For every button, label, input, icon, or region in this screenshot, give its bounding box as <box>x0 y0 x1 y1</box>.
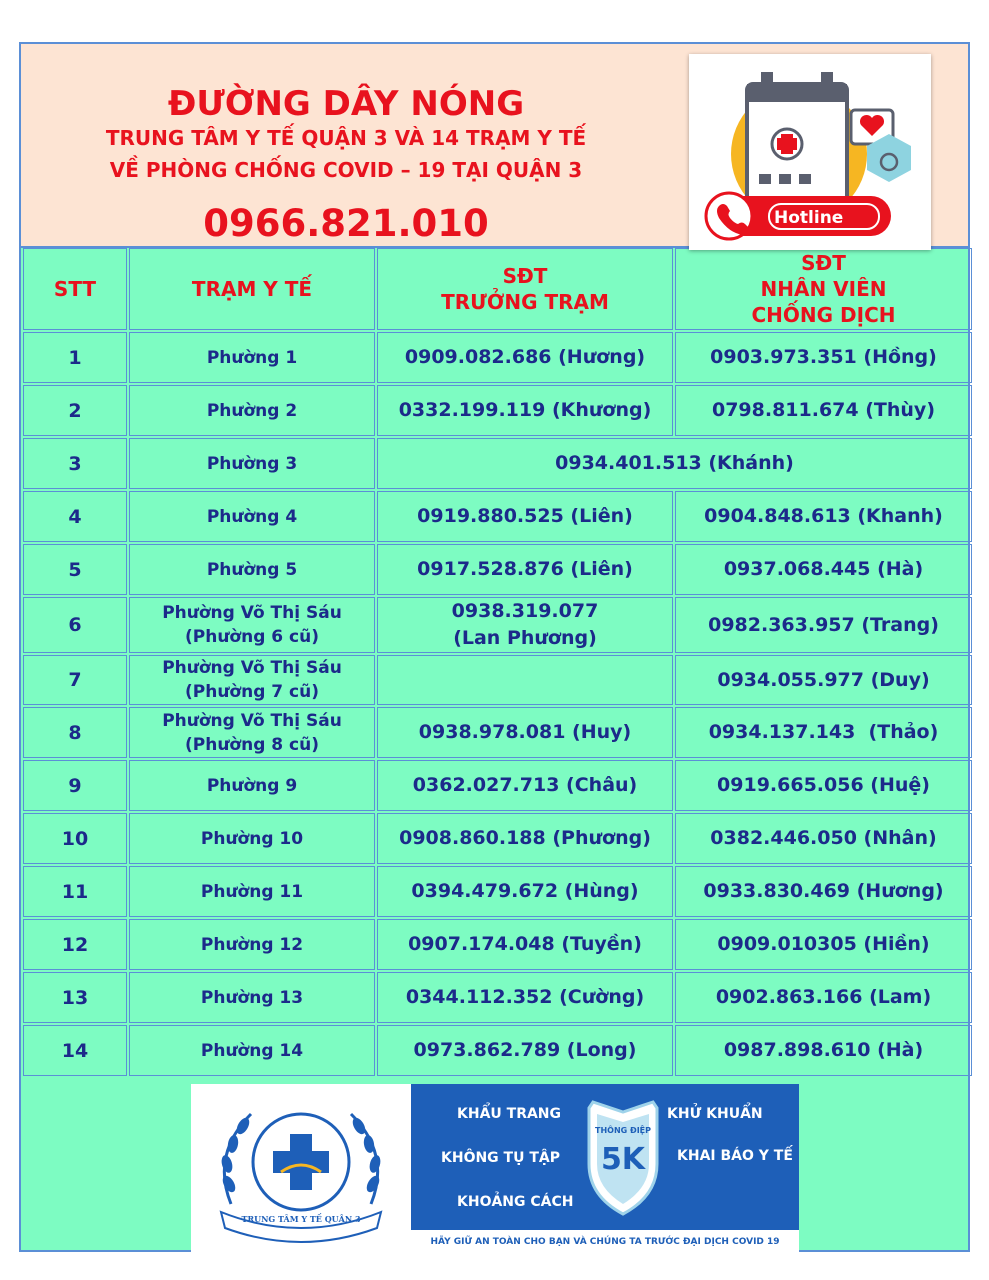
row-nhanvien-phone: 0903.973.351 (Hồng) <box>675 332 972 383</box>
row-stt: 7 <box>23 655 127 705</box>
col-header-stt: STT <box>23 248 127 330</box>
row-stt: 13 <box>23 972 127 1023</box>
logo-caption: TRUNG TÂM Y TẾ QUẬN 3 <box>241 1214 361 1224</box>
hotline-number: 0966.821.010 <box>203 202 489 245</box>
subtitle-line-1: TRUNG TÂM Y TẾ QUẬN 3 VÀ 14 TRẠM Y TẾ <box>105 126 587 150</box>
row-truong-phone: 0917.528.876 (Liên) <box>377 544 673 595</box>
row-truong-phone: 0908.860.188 (Phương) <box>377 813 673 864</box>
table-row <box>23 491 972 542</box>
row-truong-phone: 0362.027.713 (Châu) <box>377 760 673 811</box>
p5k-item-khau-trang: KHẨU TRANG <box>457 1106 562 1122</box>
row-stt: 8 <box>23 707 127 758</box>
row-truong-phone: 0919.880.525 (Liên) <box>377 491 673 542</box>
row-tram: Phường 11 <box>129 866 375 917</box>
row-truong-phone: 0907.174.048 (Tuyền) <box>377 919 673 970</box>
row-truong-phone-line2: (Lan Phương) <box>453 627 597 649</box>
hotline-sheet <box>19 42 970 1252</box>
hotline-table <box>21 246 974 1078</box>
row-tram: Phường 5 <box>129 544 375 595</box>
p5k-badge-main: 5K <box>600 1142 646 1177</box>
row-stt: 3 <box>23 438 127 489</box>
row-stt: 11 <box>23 866 127 917</box>
table-row <box>23 707 972 758</box>
row-truong-phone-line1: 0938.319.077 <box>451 600 599 622</box>
row-tram: Phường 10 <box>129 813 375 864</box>
col-header-truong-tram-line2: TRƯỞNG TRẠM <box>441 290 609 314</box>
row-nhanvien-phone: 0382.446.050 (Nhân) <box>675 813 972 864</box>
p5k-item-khai-bao: KHAI BÁO Y TẾ <box>677 1148 793 1164</box>
row-stt: 1 <box>23 332 127 383</box>
medical-cross-logo-icon <box>191 1084 411 1254</box>
table-row <box>23 597 972 653</box>
row-truong-phone: 0938.978.081 (Huy) <box>377 707 673 758</box>
row-tram: Phường 9 <box>129 760 375 811</box>
table-row <box>23 544 972 595</box>
row-tram <box>129 597 375 653</box>
row-tram: Phường 4 <box>129 491 375 542</box>
table-header-row <box>23 248 972 330</box>
row-nhanvien-phone: 0937.068.445 (Hà) <box>675 544 972 595</box>
row-truong-phone <box>377 597 673 653</box>
health-center-logo <box>191 1084 411 1254</box>
row-nhanvien-phone: 0982.363.957 (Trang) <box>675 597 972 653</box>
table-row <box>23 813 972 864</box>
row-truong-phone: 0973.862.789 (Long) <box>377 1025 673 1076</box>
p5k-item-khoang-cach: KHOẢNG CÁCH <box>457 1194 574 1210</box>
col-header-tram: TRẠM Y TẾ <box>129 248 375 330</box>
page-title: ĐƯỜNG DÂY NÓNG <box>167 84 525 124</box>
row-tram-line1: Phường Võ Thị Sáu <box>162 603 342 623</box>
row-stt: 4 <box>23 491 127 542</box>
row-tram <box>129 655 375 705</box>
row-tram-line2: (Phường 7 cũ) <box>185 682 319 702</box>
row-stt: 5 <box>23 544 127 595</box>
table-row <box>23 332 972 383</box>
row-stt: 10 <box>23 813 127 864</box>
p5k-item-khong-tu-tap: KHÔNG TỤ TẬP <box>441 1150 560 1166</box>
row-merged-phone: 0934.401.513 (Khánh) <box>377 438 972 489</box>
row-stt: 14 <box>23 1025 127 1076</box>
col-header-nhan-vien-line3: CHỐNG DỊCH <box>751 303 896 327</box>
row-tram: Phường 1 <box>129 332 375 383</box>
row-stt: 6 <box>23 597 127 653</box>
row-tram: Phường 2 <box>129 385 375 436</box>
row-tram: Phường 13 <box>129 972 375 1023</box>
row-nhanvien-phone: 0904.848.613 (Khanh) <box>675 491 972 542</box>
table-row <box>23 1025 972 1076</box>
table-row <box>23 385 972 436</box>
row-truong-phone: 0332.199.119 (Khương) <box>377 385 673 436</box>
row-truong-phone: 0344.112.352 (Cường) <box>377 972 673 1023</box>
p5k-item-khu-khuan: KHỬ KHUẨN <box>667 1106 763 1122</box>
row-stt: 2 <box>23 385 127 436</box>
row-tram-line2: (Phường 8 cũ) <box>185 734 319 755</box>
p5k-bottom-message: HÃY GIỮ AN TOÀN CHO BẠN VÀ CHÚNG TA TRƯỚC ĐẠI DỊCH COVID 19 <box>411 1230 799 1254</box>
row-tram-line1: Phường Võ Thị Sáu <box>162 710 342 731</box>
row-truong-phone: 0394.479.672 (Hùng) <box>377 866 673 917</box>
hotline-illustration <box>689 54 931 250</box>
table-row <box>23 438 972 489</box>
col-header-nhan-vien-line2: NHÂN VIÊN <box>760 277 887 301</box>
row-tram: Phường 3 <box>129 438 375 489</box>
table-row <box>23 972 972 1023</box>
col-header-nhan-vien-line1: SĐT <box>801 251 846 275</box>
row-stt: 12 <box>23 919 127 970</box>
row-stt: 9 <box>23 760 127 811</box>
row-tram: Phường 12 <box>129 919 375 970</box>
p5k-badge-top: THÔNG ĐIỆP <box>595 1126 652 1135</box>
col-header-truong-tram-line1: SĐT <box>502 264 548 288</box>
row-nhanvien-phone: 0902.863.166 (Lam) <box>675 972 972 1023</box>
row-nhanvien-phone: 0919.665.056 (Huệ) <box>675 760 972 811</box>
row-nhanvien-phone: 0934.055.977 (Duy) <box>675 655 972 705</box>
row-nhanvien-phone: 0909.010305 (Hiền) <box>675 919 972 970</box>
hotline-badge-label: Hotline <box>774 208 844 228</box>
table-row <box>23 866 972 917</box>
row-nhanvien-phone: 0798.811.674 (Thùy) <box>675 385 972 436</box>
row-nhanvien-phone: 0933.830.469 (Hương) <box>675 866 972 917</box>
row-tram-line1: Phường Võ Thị Sáu <box>162 658 342 678</box>
col-header-truong-tram <box>377 248 673 330</box>
message-5k-banner <box>411 1084 799 1254</box>
row-nhanvien-phone: 0987.898.610 (Hà) <box>675 1025 972 1076</box>
row-truong-phone-empty <box>377 655 673 705</box>
col-header-nhan-vien <box>675 248 972 330</box>
table-row <box>23 655 972 705</box>
table-row <box>23 760 972 811</box>
table-row <box>23 919 972 970</box>
row-tram <box>129 707 375 758</box>
footer-banner <box>21 1080 968 1250</box>
row-truong-phone: 0909.082.686 (Hương) <box>377 332 673 383</box>
subtitle-line-2: VỀ PHÒNG CHỐNG COVID – 19 TẠI QUẬN 3 <box>109 158 583 182</box>
row-tram-line2: (Phường 6 cũ) <box>185 627 319 647</box>
row-tram: Phường 14 <box>129 1025 375 1076</box>
row-nhanvien-phone: 0934.137.143 (Thảo) <box>675 707 972 758</box>
